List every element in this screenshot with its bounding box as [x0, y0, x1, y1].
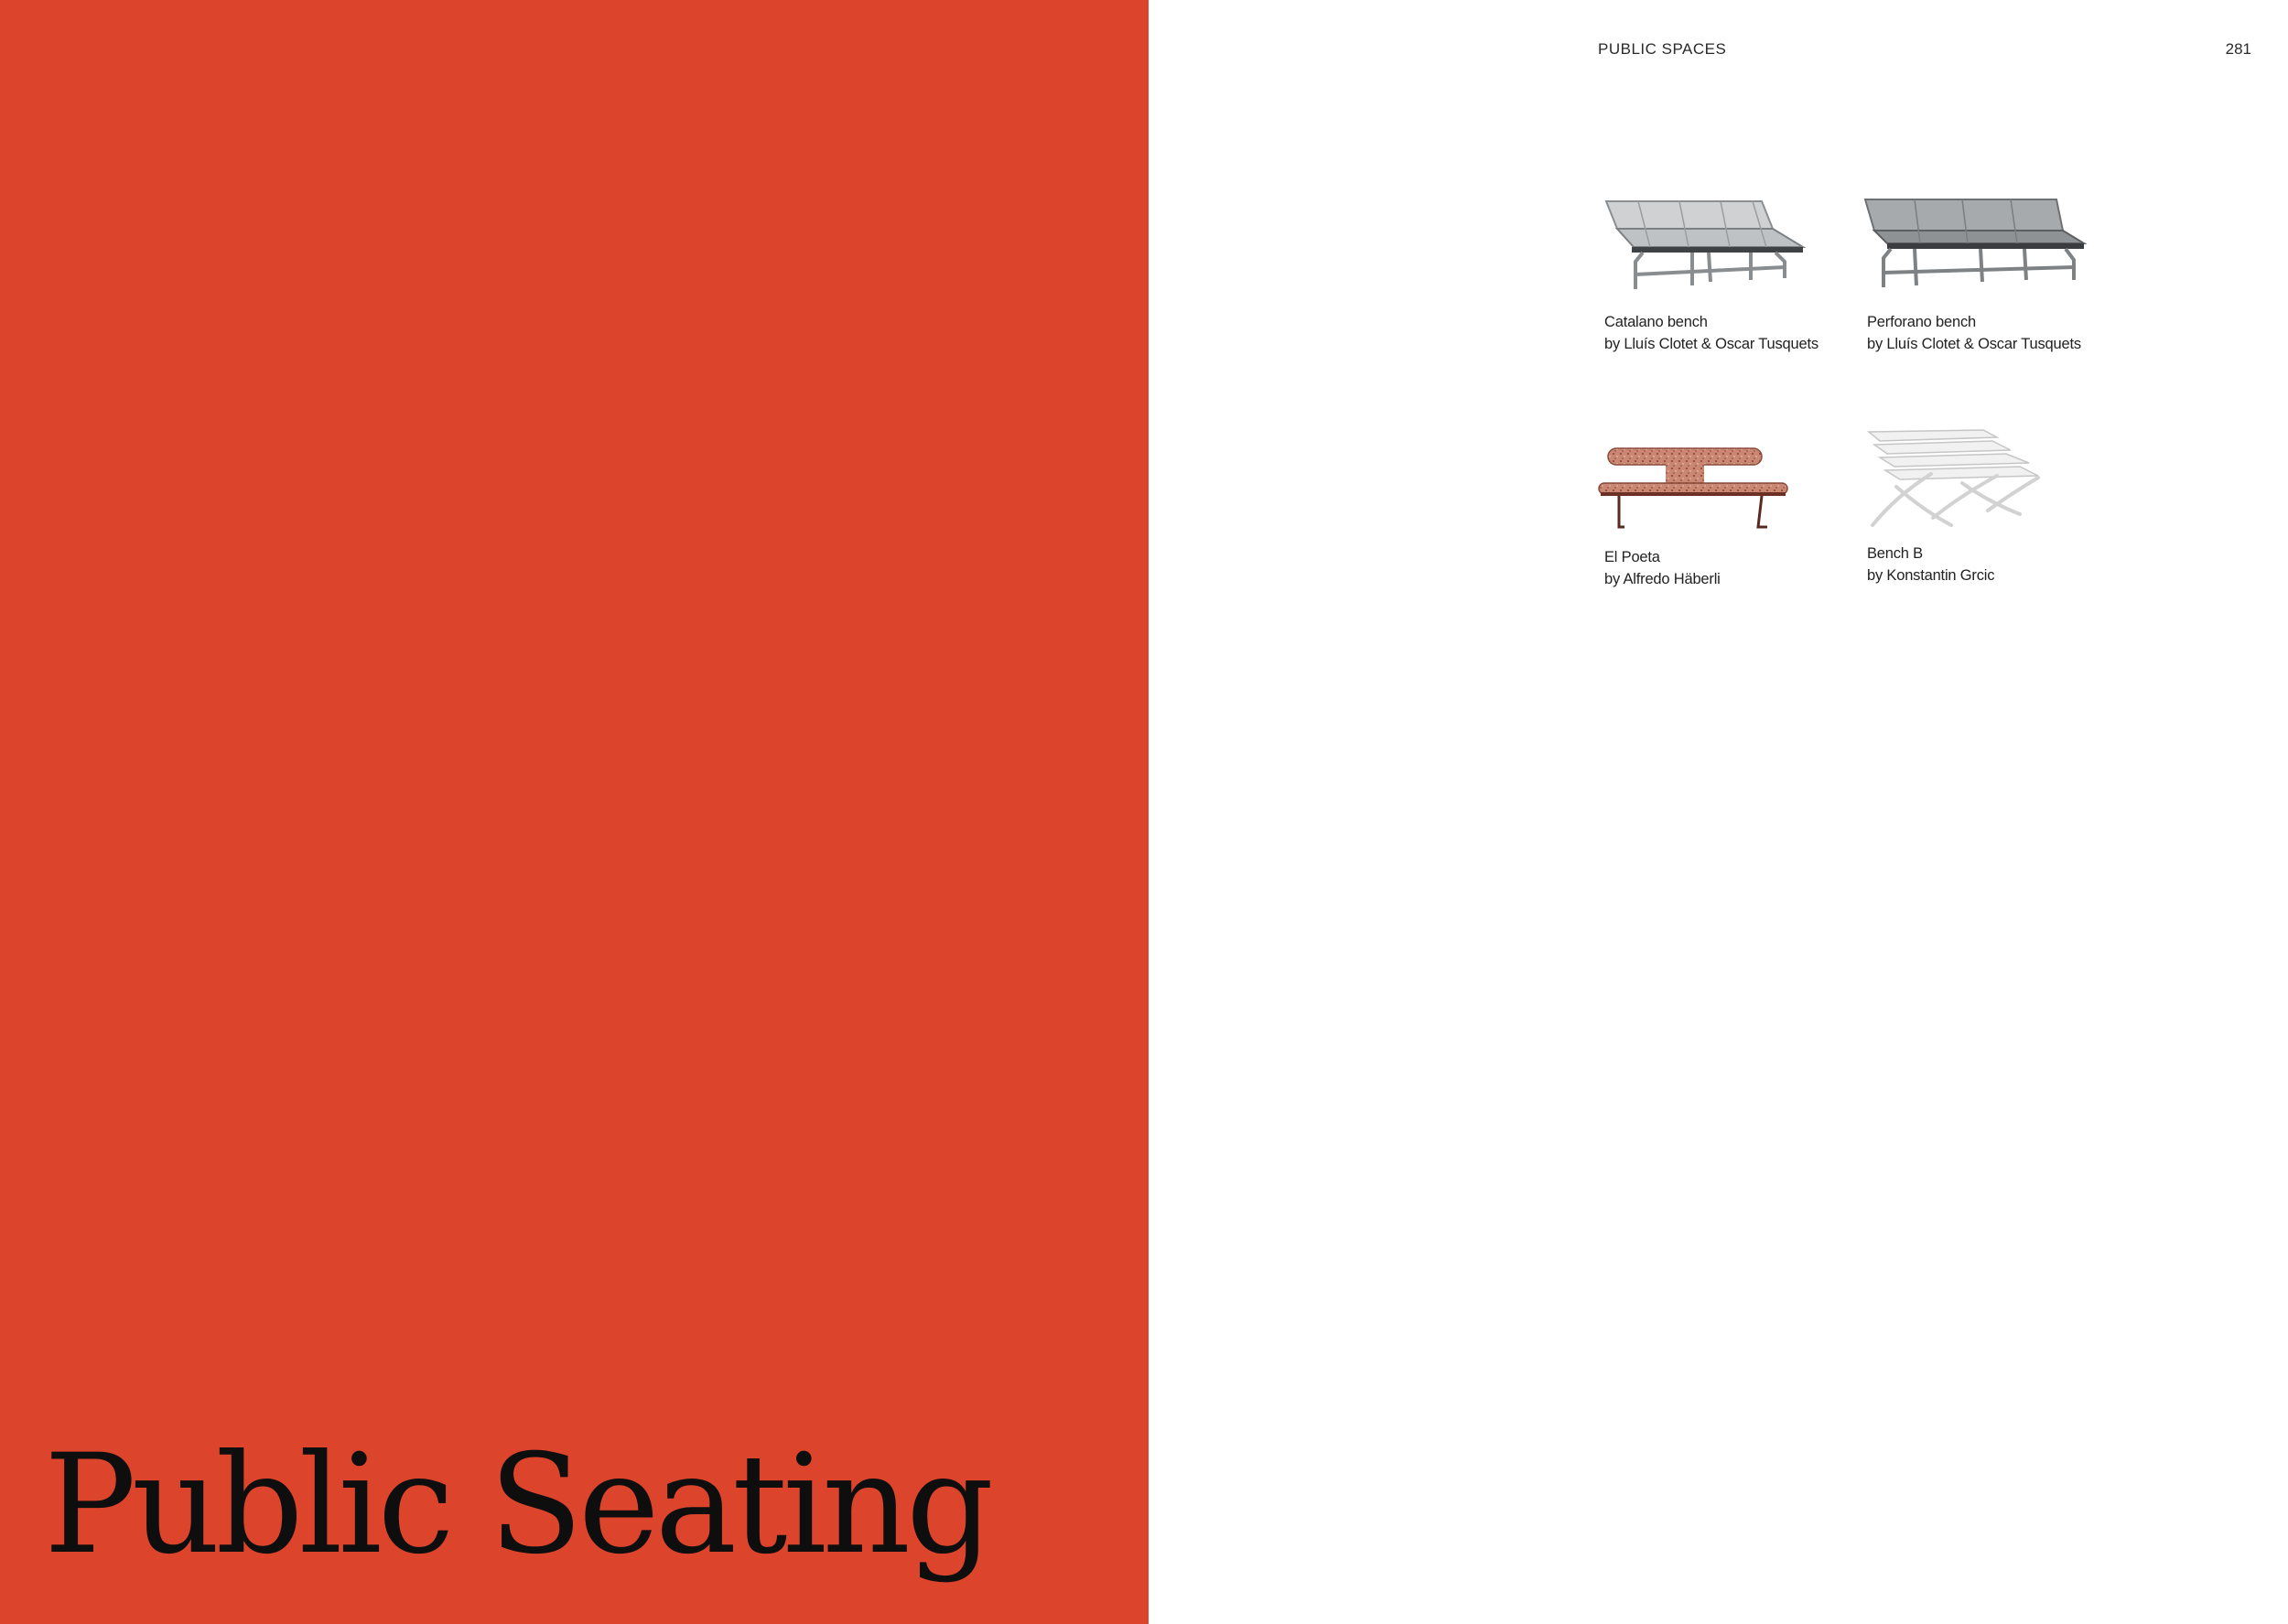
- perforano-bench-image: [1860, 190, 2088, 300]
- el-poeta-bench-image: [1597, 430, 1808, 535]
- bench-b-image: [1860, 423, 2052, 537]
- page-number: 281: [2225, 40, 2251, 58]
- product-designer: by Lluís Clotet & Oscar Tusquets: [1867, 336, 2081, 352]
- section-title: Public Seating: [44, 1425, 990, 1585]
- product-name: Catalano bench: [1604, 314, 1708, 330]
- product-card-el-poeta: [1597, 430, 1835, 590]
- product-designer: by Konstantin Grcic: [1867, 567, 1995, 584]
- catalano-bench-image: [1597, 190, 1808, 300]
- product-name: Perforano bench: [1867, 314, 1977, 330]
- product-designer: by Lluís Clotet & Oscar Tusquets: [1604, 336, 1819, 352]
- product-designer: by Alfredo Häberli: [1604, 571, 1721, 587]
- product-card-catalano: [1597, 190, 1835, 355]
- product-card-bench-b: [1860, 423, 2098, 586]
- running-head: PUBLIC SPACES: [1598, 40, 1727, 58]
- product-card-perforano: [1860, 190, 2098, 355]
- product-name: El Poeta: [1604, 549, 1660, 565]
- product-name: Bench B: [1867, 545, 1923, 562]
